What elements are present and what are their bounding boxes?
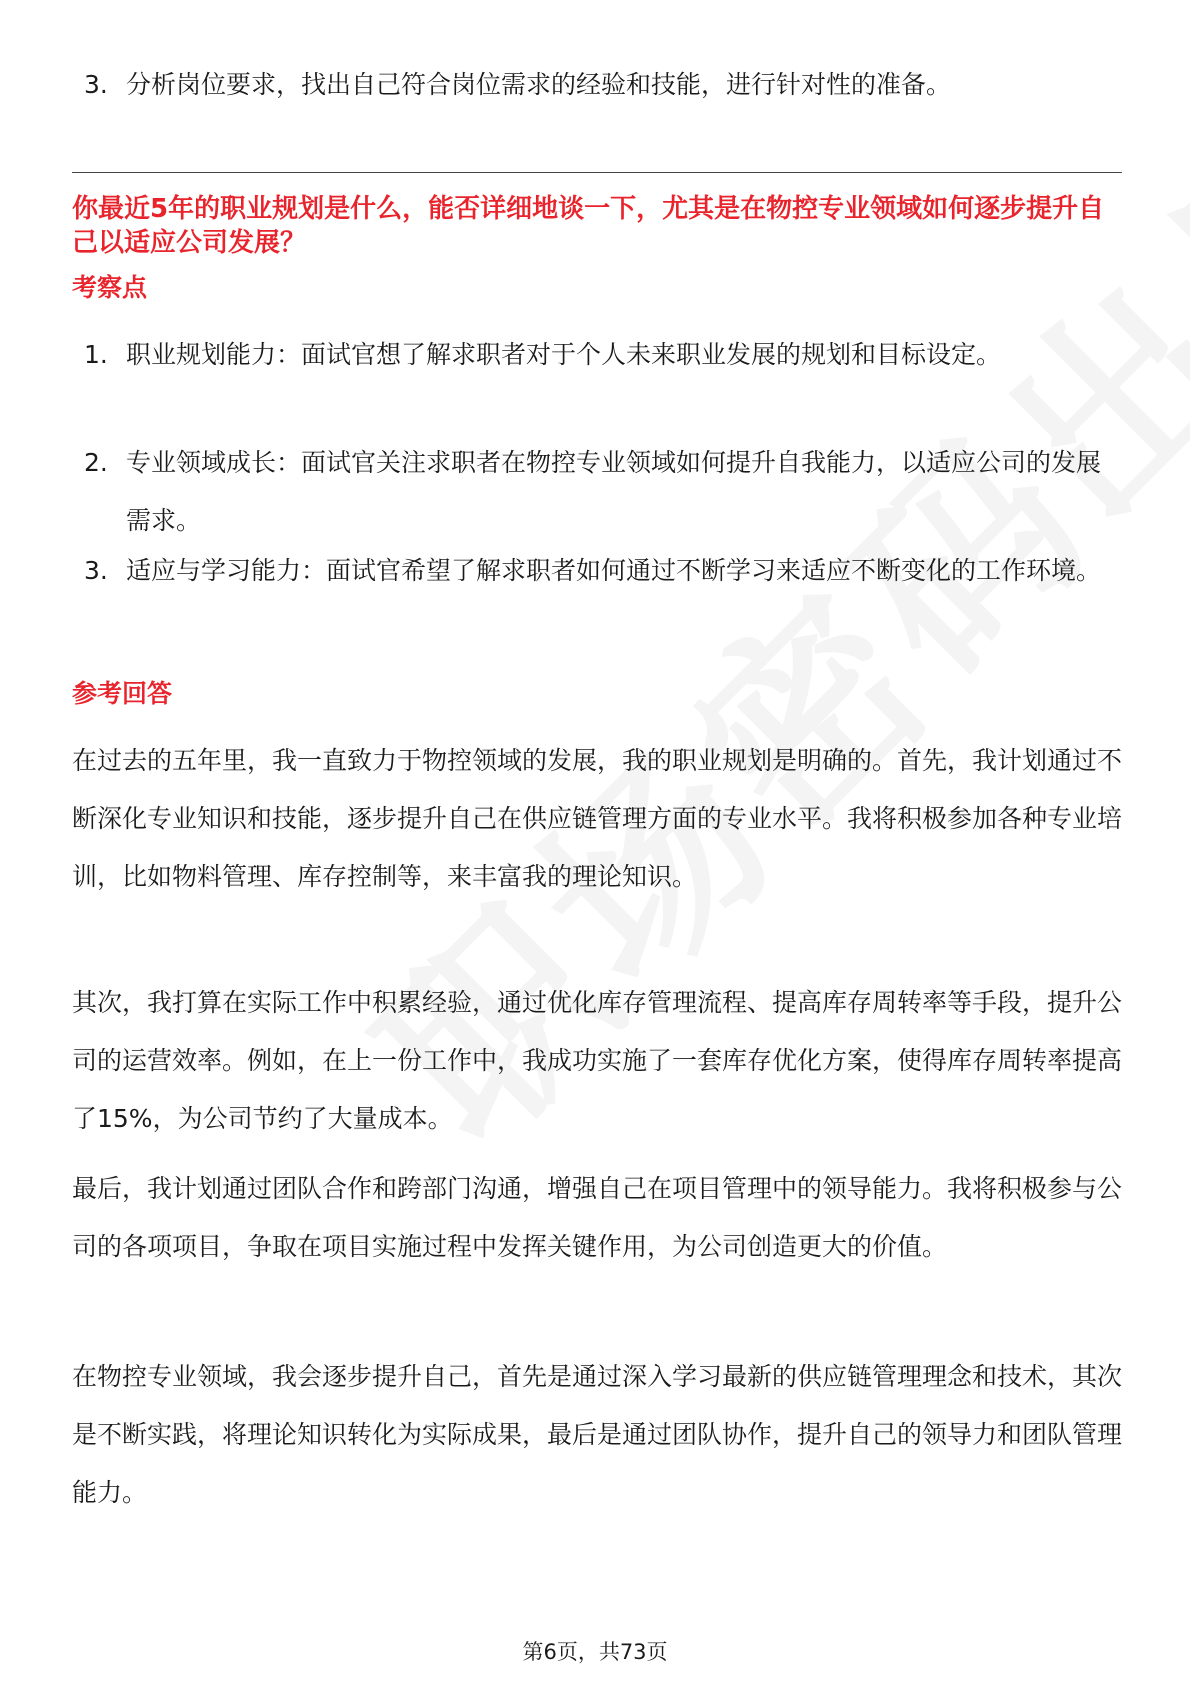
answer-paragraph: 最后，我计划通过团队合作和跨部门沟通，增强自己在项目管理中的领导能力。我将积极参与公司的各项项目，争取在项目实施过程中发挥关键作用，为公司创造更大的价值。 (72, 1174, 1123, 1261)
list-item (84, 542, 1114, 600)
list-item-text: 职业规划能力：面试官想了解求职者对于个人未来职业发展的规划和目标设定。 (126, 340, 1002, 369)
list-item-number: 3. (84, 70, 108, 99)
question-heading: 你最近5年的职业规划是什么，能否详细地谈一下，尤其是在物控专业领域如何逐步提升自己以适应公司发展？ (72, 194, 1105, 258)
list-item-number: 3. (84, 556, 108, 585)
section-divider (72, 172, 1122, 173)
list-item-number: 1. (84, 340, 108, 369)
answer-paragraph: 在过去的五年里，我一直致力于物控领域的发展，我的职业规划是明确的。首先，我计划通过不断深化专业知识和技能，逐步提升自己在供应链管理方面的专业水平。我将积极参加各种专业培训，比如物料管理、库存控制等，来丰富我的理论知识。 (72, 746, 1123, 891)
page-number-footer: 第6页，共73页 (522, 1640, 668, 1664)
assessment-title: 考察点 (72, 273, 148, 302)
list-item (84, 434, 1114, 550)
list-item (84, 326, 1114, 384)
answer-paragraph: 在物控专业领域，我会逐步提升自己，首先是通过深入学习最新的供应链管理理念和技术，其次是不断实践，将理论知识转化为实际成果，最后是通过团队协作，提升自己的领导力和团队管理能力。 (72, 1362, 1123, 1507)
list-item-text: 专业领域成长：面试官关注求职者在物控专业领域如何提升自我能力，以适应公司的发展需求。 (126, 448, 1102, 535)
list-item (84, 56, 1114, 114)
list-item-text: 分析岗位要求，找出自己符合岗位需求的经验和技能，进行针对性的准备。 (126, 70, 952, 99)
list-item-number: 2. (84, 448, 108, 477)
list-item-text: 适应与学习能力：面试官希望了解求职者如何通过不断学习来适应不断变化的工作环境。 (126, 556, 1102, 585)
answer-paragraph: 其次，我打算在实际工作中积累经验，通过优化库存管理流程、提高库存周转率等手段，提升公司的运营效率。例如，在上一份工作中，我成功实施了一套库存优化方案，使得库存周转率提高了15%，为公司节约了大量成本。 (72, 988, 1123, 1133)
answer-title: 参考回答 (72, 679, 173, 708)
